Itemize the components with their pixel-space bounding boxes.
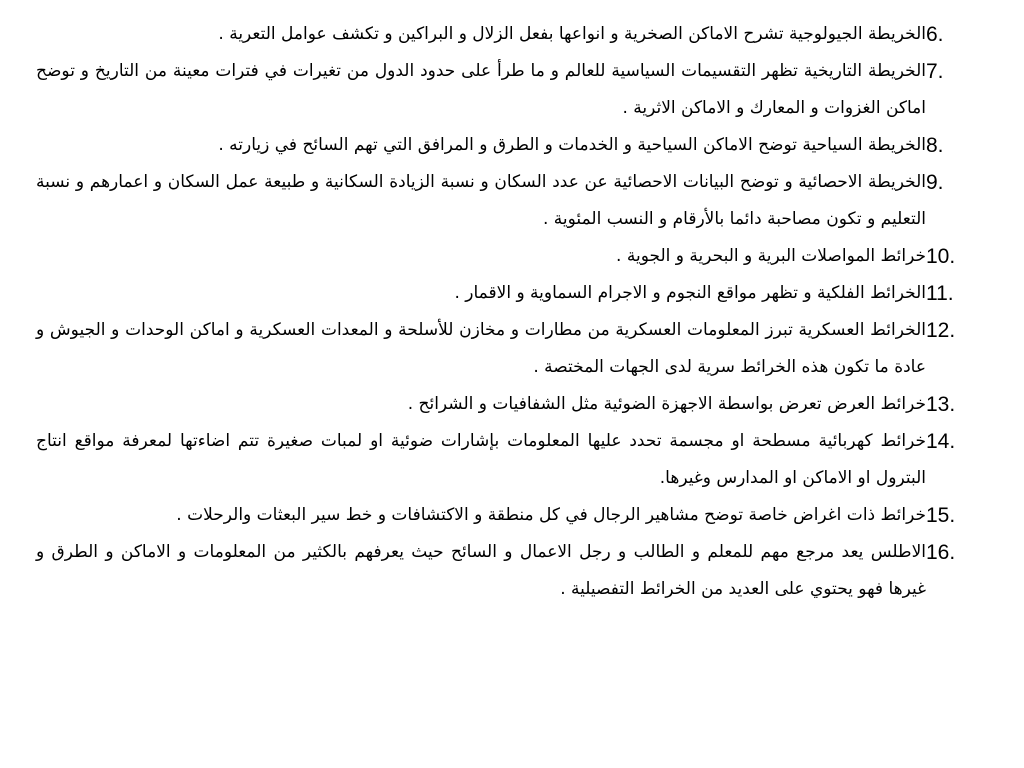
item-number: 11.: [926, 282, 954, 305]
list-item: [36, 386, 968, 423]
item-text: خرائط المواصلات البرية و البحرية و الجوية .: [616, 246, 926, 266]
item-number: 10.: [926, 245, 956, 268]
item-text: خرائط كهربائية مسطحة او مجسمة تحدد عليها المعلومات بإشارات ضوئية او لمبات صغيرة تتم اضاءتها لمعرفة مواقع انتاج البترول او الاماكن او المدارس وغيرها.: [36, 431, 926, 488]
list-item: [36, 534, 968, 608]
item-text: الخرائط الفلكية و تظهر مواقع النجوم و الاجرام السماوية و الاقمار .: [454, 283, 926, 303]
list-item: [36, 53, 968, 127]
list-item: [36, 238, 968, 275]
item-number: 6.: [926, 23, 944, 46]
item-number: 13.: [926, 393, 956, 416]
item-text: الخريطة التاريخية تظهر التقسيمات السياسية للعالم و ما طرأ على حدود الدول من تغيرات في فترات معينة من التاريخ و توضح اماكن الغزوات و المعارك و الاماكن الاثرية .: [36, 61, 926, 118]
list-item: [36, 423, 968, 497]
item-number: 8.: [926, 134, 944, 157]
item-number: 12.: [926, 319, 956, 342]
list-item: [36, 164, 968, 238]
item-text: الخريطة الاحصائية و توضح البيانات الاحصائية عن عدد السكان و نسبة الزيادة السكانية و طبيعة عمل السكان و اعمارهم و نسبة التعليم و تكون مصاحبة دائما بالأرقام و النسب المئوية .: [36, 172, 926, 229]
item-text: خرائط العرض تعرض بواسطة الاجهزة الضوئية مثل الشفافيات و الشرائح .: [407, 394, 926, 414]
item-number: 15.: [926, 504, 956, 527]
map-types-list: [36, 16, 968, 608]
item-text: الاطلس يعد مرجع مهم للمعلم و الطالب و رجل الاعمال و السائح حيث يعرفهم بالكثير من المعلومات و الاماكن و الطرق و غيرها فهو يحتوي على العديد من الخرائط التفصيلية .: [36, 542, 926, 599]
list-item: [36, 275, 968, 312]
item-number: 9.: [926, 171, 944, 194]
item-number: 7.: [926, 60, 944, 83]
item-number: 14.: [926, 430, 956, 453]
list-item: [36, 127, 968, 164]
item-text: الخريطة الجيولوجية تشرح الاماكن الصخرية و انواعها بفعل الزلال و البراكين و تكشف عوامل التعرية .: [218, 24, 926, 44]
item-text: الخرائط العسكرية تبرز المعلومات العسكرية من مطارات و مخازن للأسلحة و المعدات العسكرية و اماكن الوحدات و الجيوش و عادة ما تكون هذه الخرائط سرية لدى الجهات المختصة .: [36, 320, 926, 377]
list-item: [36, 497, 968, 534]
item-text: الخريطة السياحية توضح الاماكن السياحية و الخدمات و الطرق و المرافق التي تهم السائح في زيارته .: [218, 135, 926, 155]
item-text: خرائط ذات اغراض خاصة توضح مشاهير الرجال في كل منطقة و الاكتشافات و خط سير البعثات والرحلات .: [176, 505, 926, 525]
list-item: [36, 16, 968, 53]
list-item: [36, 312, 968, 386]
item-number: 16.: [926, 541, 956, 564]
